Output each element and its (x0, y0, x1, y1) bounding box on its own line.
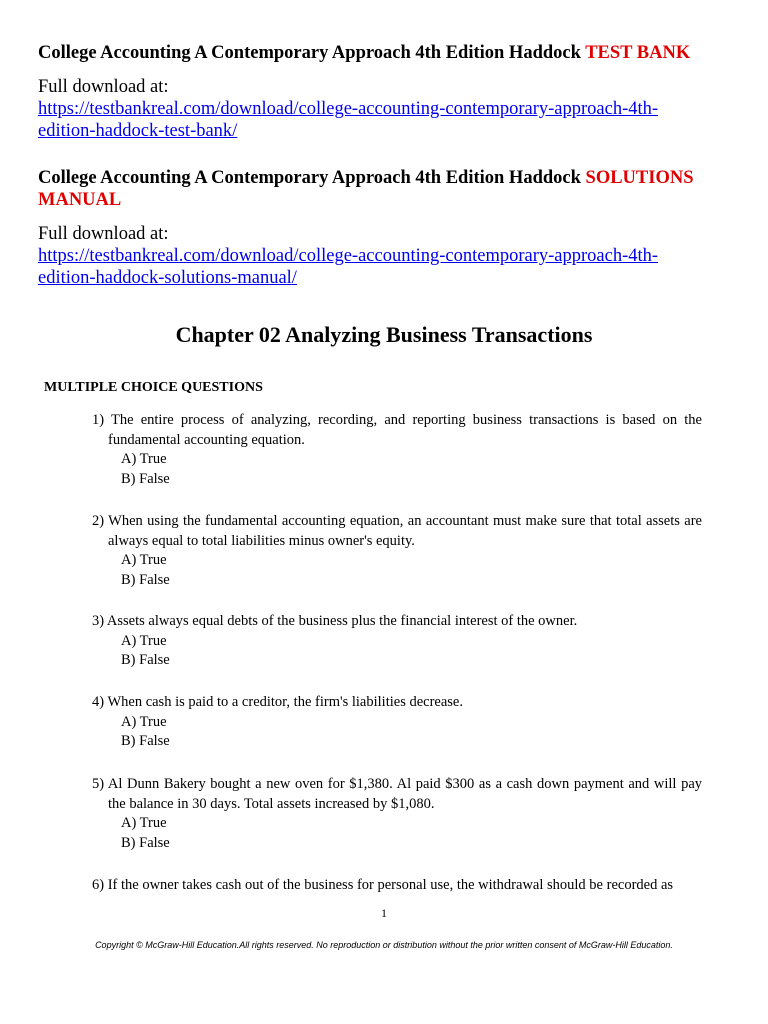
test-bank-download-link[interactable] (38, 99, 658, 141)
chapter-title: Chapter 02 Analyzing Business Transactions (175, 322, 593, 347)
question-6 (92, 876, 702, 896)
test-bank-block (38, 42, 728, 142)
question-3 (92, 612, 702, 671)
solutions-block (38, 167, 728, 289)
question-1 (92, 411, 702, 489)
test-bank-url-line2: edition-haddock-test-bank/ (38, 121, 238, 141)
question-stem: 5) Al Dunn Bakery bought a new oven for $1,380. Al paid $300 as a cash down payment and will pay the balance in 30 days. Total assets increased by $1,080. (92, 776, 702, 812)
question-2 (92, 512, 702, 590)
section-heading: MULTIPLE CHOICE QUESTIONS (44, 380, 263, 395)
solutions-download-link[interactable] (38, 246, 658, 288)
solutions-url-line1: https://testbankreal.com/download/college-accounting-contemporary-approach-4th- (38, 246, 659, 266)
option-a: A) True (121, 451, 167, 467)
option-a: A) True (121, 632, 167, 649)
question-stem: 2) When using the fundamental accounting equation, an accountant must make sure that total assets are always equal to total liabilities minus owner's equity. (92, 513, 702, 549)
test-bank-title: College Accounting A Contemporary Approach 4th Edition Haddock (38, 43, 581, 63)
option-a: A) True (121, 713, 167, 730)
copyright-footer: Copyright © McGraw-Hill Education.All rights reserved. No reproduction or distribution without the prior written consent of McGraw-Hill Education. (95, 940, 673, 950)
solutions-title: College Accounting A Contemporary Approach 4th Edition Haddock (38, 168, 581, 188)
option-a: A) True (121, 552, 167, 568)
option-b: B) False (121, 652, 170, 668)
option-a: A) True (121, 815, 167, 831)
option-b: B) False (121, 470, 170, 487)
question-5 (92, 775, 702, 853)
question-stem: 6) If the owner takes cash out of the business for personal use, the withdrawal should be recorded as (92, 877, 674, 893)
page-number: 1 (381, 906, 387, 920)
solutions-heading (38, 167, 728, 211)
solutions-tag: SOLUTIONS MANUAL (38, 168, 694, 210)
question-stem: 4) When cash is paid to a creditor, the firm's liabilities decrease. (92, 694, 463, 710)
test-bank-heading (38, 42, 728, 64)
test-bank-tag: TEST BANK (585, 43, 691, 63)
test-bank-url-line1: https://testbankreal.com/download/college-accounting-contemporary-approach-4th- (38, 99, 659, 119)
option-b: B) False (121, 834, 170, 851)
solutions-download-label: Full download at: (38, 224, 169, 244)
question-stem: 1) The entire process of analyzing, recording, and reporting business transactions is based on the fundamental accounting equation. (92, 412, 702, 448)
option-b: B) False (121, 571, 170, 588)
question-stem: 3) Assets always equal debts of the business plus the financial interest of the owner. (92, 613, 578, 629)
option-b: B) False (121, 733, 170, 749)
solutions-url-line2: edition-haddock-solutions-manual/ (38, 268, 297, 288)
test-bank-download-label: Full download at: (38, 77, 169, 97)
question-4 (92, 693, 702, 752)
